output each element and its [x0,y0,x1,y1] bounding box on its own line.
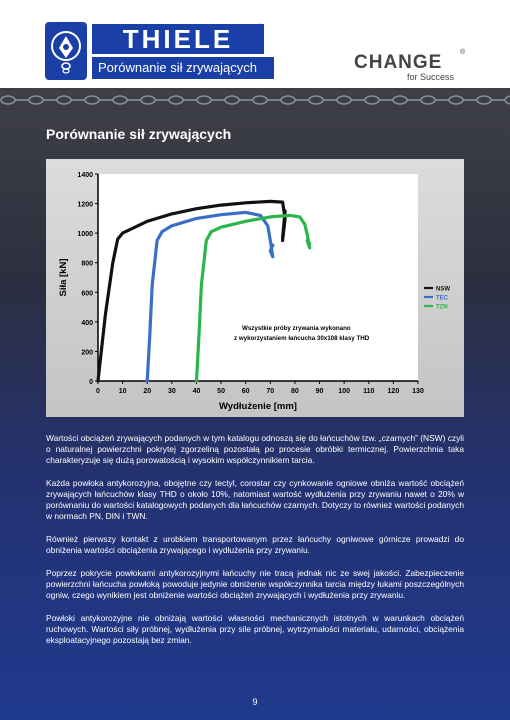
chain-link [337,96,351,104]
x-tick-label: 80 [291,388,299,395]
chain-divider-icon [0,93,510,107]
x-tick-label: 30 [167,388,176,395]
x-tick-label: 50 [217,388,225,395]
y-tick-label: 1200 [77,201,93,209]
thiele-emblem-icon [45,22,87,80]
y-tick-label: 800 [81,260,93,268]
chain-link [421,96,435,104]
chain-link [1,96,15,104]
paragraph-3: Również pierwszy kontakt z urobkiem transportowanym przez łańcuchy ogniwowe górnicze prowadzi do obniżenia wartości obciążenia zrywającego i wydłużenia przy zrywaniu. [46,534,464,555]
y-tick-label: 1400 [77,172,93,179]
x-tick-label: 60 [241,388,250,395]
chart-note-line-2: z wykorzystaniem łańcucha 30x108 klasy THD [234,335,370,342]
y-tick-label: 0 [89,379,93,386]
section-title: Porównanie sił zrywających [46,126,232,142]
x-tick-label: 20 [143,388,152,395]
chain-link [309,96,323,104]
y-tick-label: 1000 [77,231,93,239]
y-axis-label: Siła [kN] [58,258,69,297]
x-tick-label: 100 [338,388,350,395]
x-tick-label: 40 [192,388,201,395]
legend-label-tzn: TZN [436,304,448,311]
chain-link [365,96,379,104]
paragraph-4: Poprzez pokrycie powłokami antykorozyjnymi łańcuchy nie tracą jednak nic ze swej jakości. Zabezpieczenie powierzchni łańcucha powłoką powoduje jedynie obniżenie współczynnika tarcia między łukami poszczególnych ogniw, czego wynikiem jest obniżenie wartości obciążeń zrywających i wydłużenia przy zrywaniu. [46,568,464,600]
paragraph-2: Każda powłoka antykorozyjna, obojętne czy tectyl, corostar czy cynkowanie ogniowe obniża wartość obciążeń zrywających łańcuchów klasy THD o około 10%, natomiast wartość wydłużenia przy zrywaniu nawet o 20% w porównaniu do wartości katalogowych podanych dla łańcuchów czarnych. Dotyczy to również wartości podanych w normach PN, DIN i TWN. [46,478,464,521]
x-tick-label: 0 [96,388,100,395]
chain-link [505,96,510,104]
brand-logo: THIELE [92,24,264,54]
registered-mark: ® [258,24,264,31]
chain-link [253,96,267,104]
x-tick-label: 90 [315,388,324,395]
paragraph-1: Wartości obciążeń zrywających podanych w tym katalogu odnoszą się do łańcuchów tzw. „czarnych” (NSW) czyli o naturalnej powierzchni pokrytej zgorzeliną pozostałą po procesie obróbki termicznej. Powierzchnia taka charakteryzuje się dużą porowatością i wysokim współczynnikiem tarcia. [46,433,464,465]
x-tick-label: 130 [412,388,424,395]
change-logo: CHANGE [354,52,443,73]
y-tick-label: 400 [81,319,93,327]
body-text [46,433,464,658]
chain-link [57,96,71,104]
paragraph-5: Powłoki antykorozyjne nie obniżają wartości własności mechanicznych istotnych w warunkach obciążeń ruchowych. Wartości siły próbnej, wydłużenia przy sile próbnej, wytrzymałości materiału, udarności, obciążenia eksploatacyjnego pozostają bez zmian. [46,613,464,645]
change-registered-mark: ® [460,49,466,56]
y-tick-label: 200 [81,349,93,357]
chart-note-line-1: Wszystkie próby zrywania wykonano [242,325,351,332]
x-tick-label: 70 [266,388,275,395]
chain-link [85,96,99,104]
chain-link [449,96,463,104]
legend-label-tec: TEC [436,295,448,302]
header-subtitle: Porównanie sił zrywających [92,57,274,79]
chain-link [393,96,407,104]
x-tick-label: 120 [387,388,400,395]
chain-link [281,96,295,104]
chain-link [225,96,239,104]
chain-link [141,96,155,104]
y-tick-label: 600 [81,290,93,298]
chain-link [113,96,127,104]
chain-link [197,96,211,104]
chain-link [477,96,491,104]
plot-area [98,174,418,381]
x-tick-label: 10 [118,388,127,395]
chart-panel [46,159,464,417]
breaking-force-chart [46,159,464,417]
chain-link [169,96,183,104]
chain-link [29,96,43,104]
header [0,0,510,88]
change-tagline: for Success [407,72,455,82]
page-number: 9 [252,697,258,707]
x-axis-label: Wydłużenie [mm] [219,401,297,412]
x-tick-label: 110 [363,388,375,395]
legend-label-nsw: NSW [436,286,450,293]
